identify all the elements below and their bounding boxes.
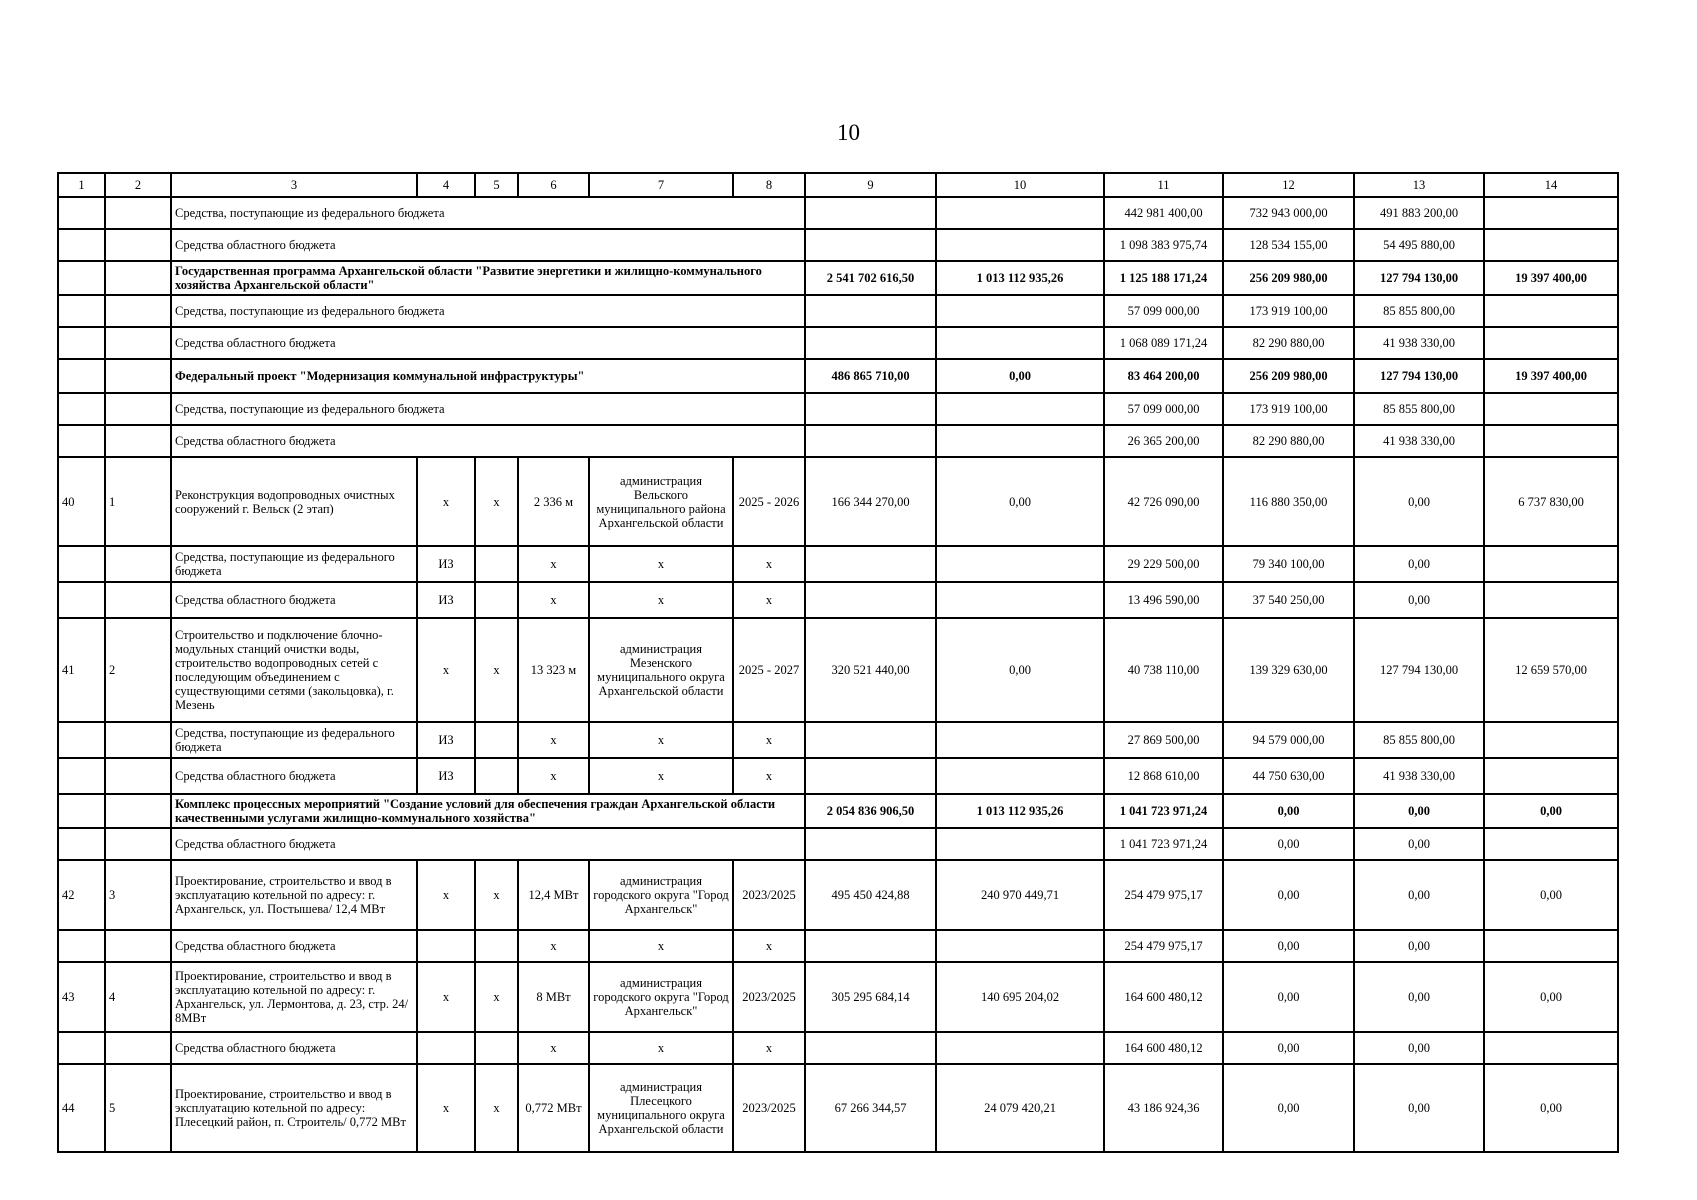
col14-cell xyxy=(1484,828,1618,860)
col14-cell xyxy=(1484,327,1618,359)
period-cell: 2023/2025 xyxy=(733,962,805,1032)
year-2026-cell: 94 579 000,00 xyxy=(1223,722,1354,758)
total-cell xyxy=(805,546,936,582)
year-2027-cell: 0,00 xyxy=(1354,794,1484,828)
col14-cell xyxy=(1484,425,1618,457)
num-cell xyxy=(58,722,105,758)
year-2027-cell: 0,00 xyxy=(1354,546,1484,582)
sub-num-cell xyxy=(105,261,171,295)
year-2026-cell: 139 329 630,00 xyxy=(1223,618,1354,722)
col4-cell xyxy=(417,1032,475,1064)
table-row xyxy=(58,229,1618,261)
year-2026-cell: 256 209 980,00 xyxy=(1223,261,1354,295)
col5-cell xyxy=(475,758,518,794)
prior-cell xyxy=(936,197,1104,229)
total-cell: 486 865 710,00 xyxy=(805,359,936,393)
capacity-cell: 8 МВт xyxy=(518,962,589,1032)
total-cell xyxy=(805,425,936,457)
sub-num-cell xyxy=(105,758,171,794)
year-2026-cell: 116 880 350,00 xyxy=(1223,457,1354,546)
year-2026-cell: 82 290 880,00 xyxy=(1223,425,1354,457)
section-title: Федеральный проект "Модернизация коммунальной инфраструктуры" xyxy=(171,359,805,393)
column-header: 7 xyxy=(589,173,733,197)
column-header: 4 xyxy=(417,173,475,197)
total-cell xyxy=(805,582,936,618)
capacity-cell: x xyxy=(518,930,589,962)
table-row xyxy=(58,758,1618,794)
total-cell: 67 266 344,57 xyxy=(805,1064,936,1152)
col14-cell xyxy=(1484,758,1618,794)
total-cell xyxy=(805,393,936,425)
prior-cell xyxy=(936,327,1104,359)
year-2025-cell: 164 600 480,12 xyxy=(1104,962,1223,1032)
year-2027-cell: 0,00 xyxy=(1354,1032,1484,1064)
capacity-cell: 2 336 м xyxy=(518,457,589,546)
col4-cell: ИЗ xyxy=(417,546,475,582)
column-header: 9 xyxy=(805,173,936,197)
year-2025-cell: 1 125 188 171,24 xyxy=(1104,261,1223,295)
row-number: 41 xyxy=(58,618,105,722)
prior-cell xyxy=(936,828,1104,860)
sub-num-cell xyxy=(105,582,171,618)
col14-cell: 12 659 570,00 xyxy=(1484,618,1618,722)
year-2027-cell: 41 938 330,00 xyxy=(1354,758,1484,794)
year-2025-cell: 83 464 200,00 xyxy=(1104,359,1223,393)
prior-cell: 240 970 449,71 xyxy=(936,860,1104,930)
item-number: 3 xyxy=(105,860,171,930)
sub-num-cell xyxy=(105,794,171,828)
year-2025-cell: 26 365 200,00 xyxy=(1104,425,1223,457)
year-2027-cell: 0,00 xyxy=(1354,1064,1484,1152)
prior-cell xyxy=(936,930,1104,962)
column-header: 13 xyxy=(1354,173,1484,197)
year-2025-cell: 27 869 500,00 xyxy=(1104,722,1223,758)
row-number: 44 xyxy=(58,1064,105,1152)
col4-cell: x xyxy=(417,618,475,722)
table-row xyxy=(58,930,1618,962)
total-cell xyxy=(805,930,936,962)
period-cell: x xyxy=(733,758,805,794)
table-row xyxy=(58,1032,1618,1064)
executor-cell: администрация Плесецкого муниципального округа Архангельской области xyxy=(589,1064,733,1152)
funding-source-label: Средства, поступающие из федерального бюджета xyxy=(171,197,805,229)
year-2026-cell: 37 540 250,00 xyxy=(1223,582,1354,618)
year-2026-cell: 44 750 630,00 xyxy=(1223,758,1354,794)
prior-cell: 0,00 xyxy=(936,618,1104,722)
year-2026-cell: 0,00 xyxy=(1223,794,1354,828)
col5-cell xyxy=(475,546,518,582)
year-2025-cell: 12 868 610,00 xyxy=(1104,758,1223,794)
num-cell xyxy=(58,828,105,860)
col5-cell: x xyxy=(475,457,518,546)
num-cell xyxy=(58,582,105,618)
period-cell: x xyxy=(733,1032,805,1064)
col14-cell: 0,00 xyxy=(1484,1064,1618,1152)
year-2027-cell: 85 855 800,00 xyxy=(1354,722,1484,758)
num-cell xyxy=(58,930,105,962)
year-2026-cell: 0,00 xyxy=(1223,1064,1354,1152)
table-row xyxy=(58,359,1618,393)
executor-cell: x xyxy=(589,1032,733,1064)
executor-cell: администрация Вельского муниципального района Архангельской области xyxy=(589,457,733,546)
table-row xyxy=(58,546,1618,582)
budget-table xyxy=(57,172,1619,1153)
period-cell: 2023/2025 xyxy=(733,860,805,930)
year-2027-cell: 0,00 xyxy=(1354,860,1484,930)
col14-cell xyxy=(1484,197,1618,229)
col5-cell xyxy=(475,930,518,962)
sub-num-cell xyxy=(105,1032,171,1064)
column-header: 3 xyxy=(171,173,417,197)
column-header: 10 xyxy=(936,173,1104,197)
col4-cell xyxy=(417,930,475,962)
year-2026-cell: 256 209 980,00 xyxy=(1223,359,1354,393)
col14-cell xyxy=(1484,229,1618,261)
executor-cell: администрация городского округа "Город Архангельск" xyxy=(589,962,733,1032)
executor-cell: администрация городского округа "Город Архангельск" xyxy=(589,860,733,930)
year-2026-cell: 0,00 xyxy=(1223,962,1354,1032)
capacity-cell: x xyxy=(518,1032,589,1064)
column-header: 5 xyxy=(475,173,518,197)
column-header: 11 xyxy=(1104,173,1223,197)
year-2025-cell: 40 738 110,00 xyxy=(1104,618,1223,722)
prior-cell xyxy=(936,582,1104,618)
col14-cell: 19 397 400,00 xyxy=(1484,359,1618,393)
table-row xyxy=(58,722,1618,758)
year-2027-cell: 491 883 200,00 xyxy=(1354,197,1484,229)
prior-cell: 0,00 xyxy=(936,359,1104,393)
num-cell xyxy=(58,229,105,261)
table-row xyxy=(58,1064,1618,1152)
year-2027-cell: 0,00 xyxy=(1354,930,1484,962)
table-row xyxy=(58,393,1618,425)
col14-cell: 0,00 xyxy=(1484,794,1618,828)
capacity-cell: x xyxy=(518,722,589,758)
col5-cell xyxy=(475,1032,518,1064)
num-cell xyxy=(58,546,105,582)
col5-cell: x xyxy=(475,1064,518,1152)
period-cell: x xyxy=(733,546,805,582)
sub-num-cell xyxy=(105,930,171,962)
col4-cell: ИЗ xyxy=(417,758,475,794)
table-row xyxy=(58,618,1618,722)
col5-cell xyxy=(475,722,518,758)
year-2025-cell: 1 068 089 171,24 xyxy=(1104,327,1223,359)
executor-cell: x xyxy=(589,582,733,618)
year-2027-cell: 85 855 800,00 xyxy=(1354,295,1484,327)
executor-cell: администрация Мезенского муниципального округа Архангельской области xyxy=(589,618,733,722)
col5-cell xyxy=(475,582,518,618)
executor-cell: x xyxy=(589,758,733,794)
col14-cell xyxy=(1484,1032,1618,1064)
year-2027-cell: 41 938 330,00 xyxy=(1354,327,1484,359)
total-cell: 320 521 440,00 xyxy=(805,618,936,722)
row-number: 42 xyxy=(58,860,105,930)
funding-source-label: Средства областного бюджета xyxy=(171,582,417,618)
col4-cell: x xyxy=(417,1064,475,1152)
funding-source-label: Средства областного бюджета xyxy=(171,425,805,457)
prior-cell xyxy=(936,758,1104,794)
col14-cell xyxy=(1484,722,1618,758)
num-cell xyxy=(58,197,105,229)
prior-cell xyxy=(936,295,1104,327)
year-2026-cell: 0,00 xyxy=(1223,1032,1354,1064)
capacity-cell: 12,4 МВт xyxy=(518,860,589,930)
year-2025-cell: 29 229 500,00 xyxy=(1104,546,1223,582)
num-cell xyxy=(58,327,105,359)
table-row xyxy=(58,794,1618,828)
sub-num-cell xyxy=(105,197,171,229)
year-2027-cell: 54 495 880,00 xyxy=(1354,229,1484,261)
total-cell xyxy=(805,295,936,327)
year-2025-cell: 13 496 590,00 xyxy=(1104,582,1223,618)
prior-cell xyxy=(936,722,1104,758)
funding-source-label: Средства областного бюджета xyxy=(171,758,417,794)
sub-num-cell xyxy=(105,359,171,393)
col5-cell: x xyxy=(475,860,518,930)
sub-num-cell xyxy=(105,546,171,582)
column-header: 12 xyxy=(1223,173,1354,197)
sub-num-cell xyxy=(105,828,171,860)
capacity-cell: 13 323 м xyxy=(518,618,589,722)
col4-cell: x xyxy=(417,457,475,546)
col14-cell: 6 737 830,00 xyxy=(1484,457,1618,546)
year-2025-cell: 42 726 090,00 xyxy=(1104,457,1223,546)
object-name: Реконструкция водопроводных очистных сооружений г. Вельск (2 этап) xyxy=(171,457,417,546)
total-cell: 305 295 684,14 xyxy=(805,962,936,1032)
executor-cell: x xyxy=(589,546,733,582)
col14-cell xyxy=(1484,582,1618,618)
num-cell xyxy=(58,794,105,828)
num-cell xyxy=(58,758,105,794)
prior-cell: 140 695 204,02 xyxy=(936,962,1104,1032)
column-header: 8 xyxy=(733,173,805,197)
year-2025-cell: 1 098 383 975,74 xyxy=(1104,229,1223,261)
year-2026-cell: 173 919 100,00 xyxy=(1223,295,1354,327)
col4-cell: ИЗ xyxy=(417,582,475,618)
year-2025-cell: 164 600 480,12 xyxy=(1104,1032,1223,1064)
prior-cell: 0,00 xyxy=(936,457,1104,546)
capacity-cell: x xyxy=(518,758,589,794)
item-number: 2 xyxy=(105,618,171,722)
page-number: 10 xyxy=(837,120,860,145)
total-cell xyxy=(805,197,936,229)
year-2025-cell: 442 981 400,00 xyxy=(1104,197,1223,229)
year-2026-cell: 0,00 xyxy=(1223,930,1354,962)
num-cell xyxy=(58,393,105,425)
table-row xyxy=(58,860,1618,930)
prior-cell: 1 013 112 935,26 xyxy=(936,794,1104,828)
year-2027-cell: 0,00 xyxy=(1354,828,1484,860)
year-2025-cell: 57 099 000,00 xyxy=(1104,295,1223,327)
table-row xyxy=(58,425,1618,457)
year-2026-cell: 79 340 100,00 xyxy=(1223,546,1354,582)
prior-cell: 24 079 420,21 xyxy=(936,1064,1104,1152)
col14-cell xyxy=(1484,295,1618,327)
total-cell xyxy=(805,327,936,359)
total-cell xyxy=(805,229,936,261)
col4-cell: x xyxy=(417,962,475,1032)
period-cell: x xyxy=(733,930,805,962)
prior-cell xyxy=(936,546,1104,582)
total-cell xyxy=(805,758,936,794)
table-row xyxy=(58,962,1618,1032)
period-cell: 2023/2025 xyxy=(733,1064,805,1152)
row-number: 43 xyxy=(58,962,105,1032)
object-name: Проектирование, строительство и ввод в эксплуатацию котельной по адресу: г. Архангельск, ул. Лермонтова, д. 23, стр. 24/ 8МВт xyxy=(171,962,417,1032)
executor-cell: x xyxy=(589,930,733,962)
num-cell xyxy=(58,261,105,295)
prior-cell: 1 013 112 935,26 xyxy=(936,261,1104,295)
funding-source-label: Средства областного бюджета xyxy=(171,327,805,359)
object-name: Проектирование, строительство и ввод в эксплуатацию котельной по адресу: Плесецкий район, п. Строитель/ 0,772 МВт xyxy=(171,1064,417,1152)
capacity-cell: 0,772 МВт xyxy=(518,1064,589,1152)
col14-cell xyxy=(1484,546,1618,582)
total-cell: 2 054 836 906,50 xyxy=(805,794,936,828)
executor-cell: x xyxy=(589,722,733,758)
prior-cell xyxy=(936,393,1104,425)
col14-cell xyxy=(1484,393,1618,425)
sub-num-cell xyxy=(105,393,171,425)
table-row xyxy=(58,197,1618,229)
table-row xyxy=(58,582,1618,618)
year-2026-cell: 732 943 000,00 xyxy=(1223,197,1354,229)
col14-cell: 0,00 xyxy=(1484,860,1618,930)
year-2025-cell: 1 041 723 971,24 xyxy=(1104,828,1223,860)
num-cell xyxy=(58,359,105,393)
capacity-cell: x xyxy=(518,546,589,582)
funding-source-label: Средства, поступающие из федерального бюджета xyxy=(171,546,417,582)
total-cell xyxy=(805,1032,936,1064)
col4-cell: ИЗ xyxy=(417,722,475,758)
table-row xyxy=(58,457,1618,546)
num-cell xyxy=(58,1032,105,1064)
year-2025-cell: 43 186 924,36 xyxy=(1104,1064,1223,1152)
num-cell xyxy=(58,295,105,327)
funding-source-label: Средства областного бюджета xyxy=(171,828,805,860)
column-header: 14 xyxy=(1484,173,1618,197)
column-header: 6 xyxy=(518,173,589,197)
object-name: Проектирование, строительство и ввод в эксплуатацию котельной по адресу: г. Архангельск, ул. Постышева/ 12,4 МВт xyxy=(171,860,417,930)
year-2027-cell: 41 938 330,00 xyxy=(1354,425,1484,457)
period-cell: x xyxy=(733,722,805,758)
row-number: 40 xyxy=(58,457,105,546)
year-2025-cell: 57 099 000,00 xyxy=(1104,393,1223,425)
section-title: Государственная программа Архангельской области "Развитие энергетики и жилищно-коммунального хозяйства Архангельской области" xyxy=(171,261,805,295)
funding-source-label: Средства, поступающие из федерального бюджета xyxy=(171,295,805,327)
object-name: Строительство и подключение блочно-модульных станций очистки воды, строительство водопроводных сетей с последующим объединением с существующими сетями (закольцовка), г. Мезень xyxy=(171,618,417,722)
year-2026-cell: 128 534 155,00 xyxy=(1223,229,1354,261)
col14-cell: 0,00 xyxy=(1484,962,1618,1032)
sub-num-cell xyxy=(105,327,171,359)
period-cell: x xyxy=(733,582,805,618)
total-cell: 2 541 702 616,50 xyxy=(805,261,936,295)
total-cell xyxy=(805,828,936,860)
table-row xyxy=(58,261,1618,295)
sub-num-cell xyxy=(105,425,171,457)
sub-num-cell xyxy=(105,295,171,327)
prior-cell xyxy=(936,229,1104,261)
period-cell: 2025 - 2026 xyxy=(733,457,805,546)
section-title: Комплекс процессных мероприятий "Создание условий для обеспечения граждан Архангельской области качественными услугами жилищно-коммунального хозяйства" xyxy=(171,794,805,828)
funding-source-label: Средства областного бюджета xyxy=(171,1032,417,1064)
year-2025-cell: 254 479 975,17 xyxy=(1104,930,1223,962)
sub-num-cell xyxy=(105,722,171,758)
prior-cell xyxy=(936,1032,1104,1064)
year-2026-cell: 0,00 xyxy=(1223,860,1354,930)
item-number: 5 xyxy=(105,1064,171,1152)
item-number: 1 xyxy=(105,457,171,546)
col5-cell: x xyxy=(475,962,518,1032)
capacity-cell: x xyxy=(518,582,589,618)
col5-cell: x xyxy=(475,618,518,722)
table-row xyxy=(58,295,1618,327)
total-cell: 495 450 424,88 xyxy=(805,860,936,930)
year-2025-cell: 254 479 975,17 xyxy=(1104,860,1223,930)
col14-cell xyxy=(1484,930,1618,962)
year-2027-cell: 0,00 xyxy=(1354,582,1484,618)
table-row xyxy=(58,327,1618,359)
year-2026-cell: 0,00 xyxy=(1223,828,1354,860)
total-cell: 166 344 270,00 xyxy=(805,457,936,546)
year-2025-cell: 1 041 723 971,24 xyxy=(1104,794,1223,828)
funding-source-label: Средства областного бюджета xyxy=(171,229,805,261)
column-header-row xyxy=(58,173,1618,197)
col14-cell: 19 397 400,00 xyxy=(1484,261,1618,295)
column-header: 2 xyxy=(105,173,171,197)
sub-num-cell xyxy=(105,229,171,261)
table-row xyxy=(58,828,1618,860)
total-cell xyxy=(805,722,936,758)
year-2027-cell: 0,00 xyxy=(1354,457,1484,546)
period-cell: 2025 - 2027 xyxy=(733,618,805,722)
year-2027-cell: 85 855 800,00 xyxy=(1354,393,1484,425)
year-2026-cell: 82 290 880,00 xyxy=(1223,327,1354,359)
column-header: 1 xyxy=(58,173,105,197)
year-2026-cell: 173 919 100,00 xyxy=(1223,393,1354,425)
item-number: 4 xyxy=(105,962,171,1032)
num-cell xyxy=(58,425,105,457)
year-2027-cell: 127 794 130,00 xyxy=(1354,261,1484,295)
year-2027-cell: 127 794 130,00 xyxy=(1354,618,1484,722)
col4-cell: x xyxy=(417,860,475,930)
year-2027-cell: 0,00 xyxy=(1354,962,1484,1032)
funding-source-label: Средства, поступающие из федерального бюджета xyxy=(171,722,417,758)
prior-cell xyxy=(936,425,1104,457)
funding-source-label: Средства областного бюджета xyxy=(171,930,417,962)
funding-source-label: Средства, поступающие из федерального бюджета xyxy=(171,393,805,425)
year-2027-cell: 127 794 130,00 xyxy=(1354,359,1484,393)
